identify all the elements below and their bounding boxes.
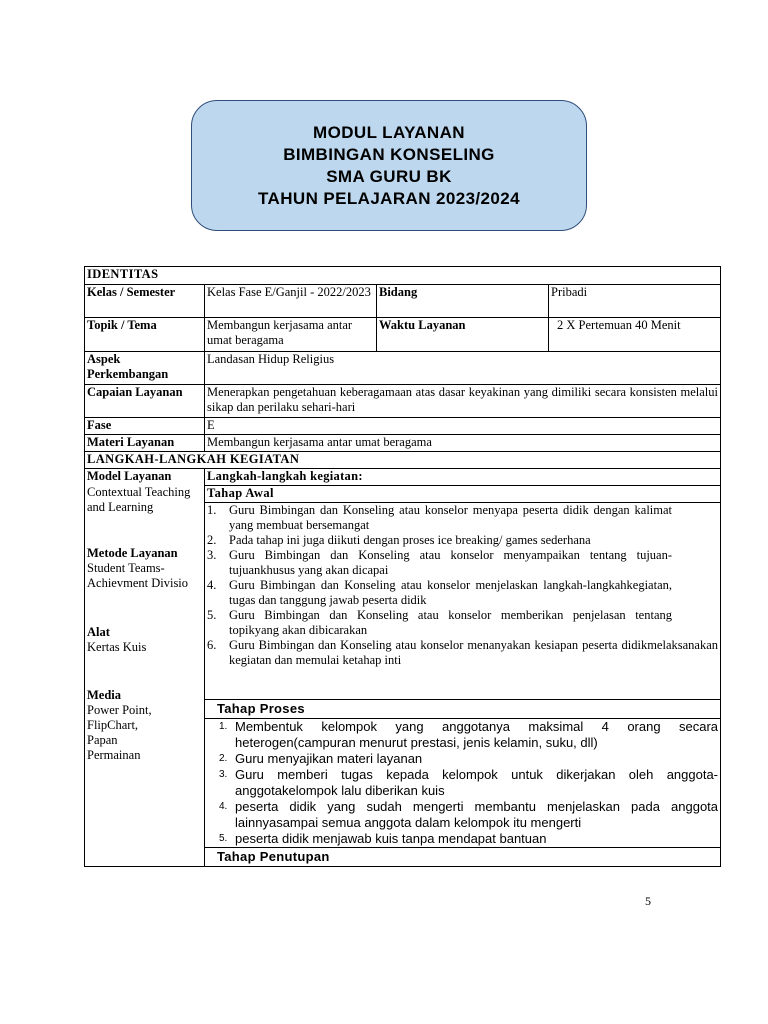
list-item: 1. Membentuk kelompok yang anggotanya maksimal 4 orang secara heterogen(campuran menurut prestasi, jenis kelamin, suku, dll) xyxy=(219,719,719,750)
list-item: 3. Guru Bimbingan dan Konseling atau konselor menyampaikan tentang tujuan-tujuankhusus yang akan dicapai xyxy=(207,548,673,577)
list-item: 5. Guru Bimbingan dan Konseling atau konselor memberikan penjelasan tentang topikyang akan dibicarakan xyxy=(207,608,673,637)
materi-value: Membangun kerjasama antar umat beragama xyxy=(205,435,721,452)
metode-value: Student Teams-Achievment Divisio xyxy=(87,561,189,590)
kelas-value: Kelas Fase E/Ganjil - 2022/2023 xyxy=(205,285,377,318)
media-value-4: Permainan xyxy=(87,748,141,762)
kelas-label: Kelas / Semester xyxy=(85,285,205,318)
module-table xyxy=(84,266,721,867)
tahap-awal-content xyxy=(205,503,721,700)
list-item: 2. Guru menyajikan materi layanan xyxy=(219,751,423,766)
title-line-2: BIMBINGAN KONSELING xyxy=(283,144,495,164)
waktu-label: Waktu Layanan xyxy=(377,318,549,352)
model-value: Contextual Teaching and Learning xyxy=(87,485,191,514)
title-box xyxy=(191,100,587,231)
title-line-1: MODUL LAYANAN xyxy=(313,122,465,142)
awal-list xyxy=(207,503,718,668)
tahap-penutupan-label: Tahap Penutupan xyxy=(205,848,721,867)
media-value-1: Power Point, xyxy=(87,703,152,717)
aspek-value: Landasan Hidup Religius xyxy=(205,352,721,385)
bidang-label: Bidang xyxy=(377,285,549,318)
fase-value: E xyxy=(205,418,721,435)
list-item: 3. Guru memberi tugas kepada kelompok untuk dikerjakan oleh anggota-anggotakelompok lalu diberikan kuis xyxy=(219,767,719,798)
list-item: 6. Guru Bimbingan dan Konseling atau konselor menanyakan kesiapan peserta didikmelaksanakan kegiatan dan memulai ketahap inti xyxy=(207,638,719,667)
capaian-label: Capaian Layanan xyxy=(85,385,205,418)
list-item: 2. Pada tahap ini juga diikuti dengan proses ice breaking/ games sederhana xyxy=(207,533,591,547)
list-item: 1. Guru Bimbingan dan Konseling atau konselor menyapa peserta didik dengan kalimat yang membuat bersemangat xyxy=(207,503,673,532)
materi-label: Materi Layanan xyxy=(85,435,205,452)
title-line-3: SMA GURU BK xyxy=(326,166,452,186)
tahap-awal-label: Tahap Awal xyxy=(205,486,721,503)
model-label: Model Layanan xyxy=(87,469,172,483)
metode-label: Metode Layanan xyxy=(87,546,178,560)
list-item: 4. Guru Bimbingan dan Konseling atau konselor menjelaskan langkah-langkahkegiatan, tugas dan tanggung jawab peserta didik xyxy=(207,578,673,607)
list-item: 4. peserta didik yang sudah mengerti membantu menjelaskan pada anggota lainnyasampai semua anggota dalam kelompok itu mengerti xyxy=(219,799,719,830)
langkah-label: Langkah-langkah kegiatan: xyxy=(205,469,721,486)
media-label: Media xyxy=(87,688,122,702)
list-item: 5. peserta didik menjawab kuis tanpa mendapat bantuan xyxy=(219,831,547,846)
media-value-2: FlipChart, xyxy=(87,718,139,732)
media-value-3: Papan xyxy=(87,733,118,747)
topik-value: Membangun kerjasama antar umat beragama xyxy=(205,318,377,352)
fase-label: Fase xyxy=(85,418,205,435)
left-info-column xyxy=(85,469,205,867)
identitas-header: IDENTITAS xyxy=(85,267,721,285)
alat-value: Kertas Kuis xyxy=(87,640,147,654)
topik-label: Topik / Tema xyxy=(85,318,205,352)
proses-list xyxy=(207,719,718,847)
capaian-value: Menerapkan pengetahuan keberagamaan atas dasar keyakinan yang dimiliki secara konsisten melalui sikap dan perilaku sehari-hari xyxy=(205,385,721,418)
aspek-label: Aspek Perkembangan xyxy=(85,352,205,385)
tahap-proses-label: Tahap Proses xyxy=(205,700,721,719)
bidang-value: Pribadi xyxy=(549,285,721,318)
langkah-header: LANGKAH-LANGKAH KEGIATAN xyxy=(85,452,721,469)
waktu-value: 2 X Pertemuan 40 Menit xyxy=(549,318,721,352)
title-line-4: TAHUN PELAJARAN 2023/2024 xyxy=(258,188,520,208)
tahap-proses-content xyxy=(205,719,721,848)
page-number: 5 xyxy=(645,894,651,908)
alat-label: Alat xyxy=(87,625,110,639)
